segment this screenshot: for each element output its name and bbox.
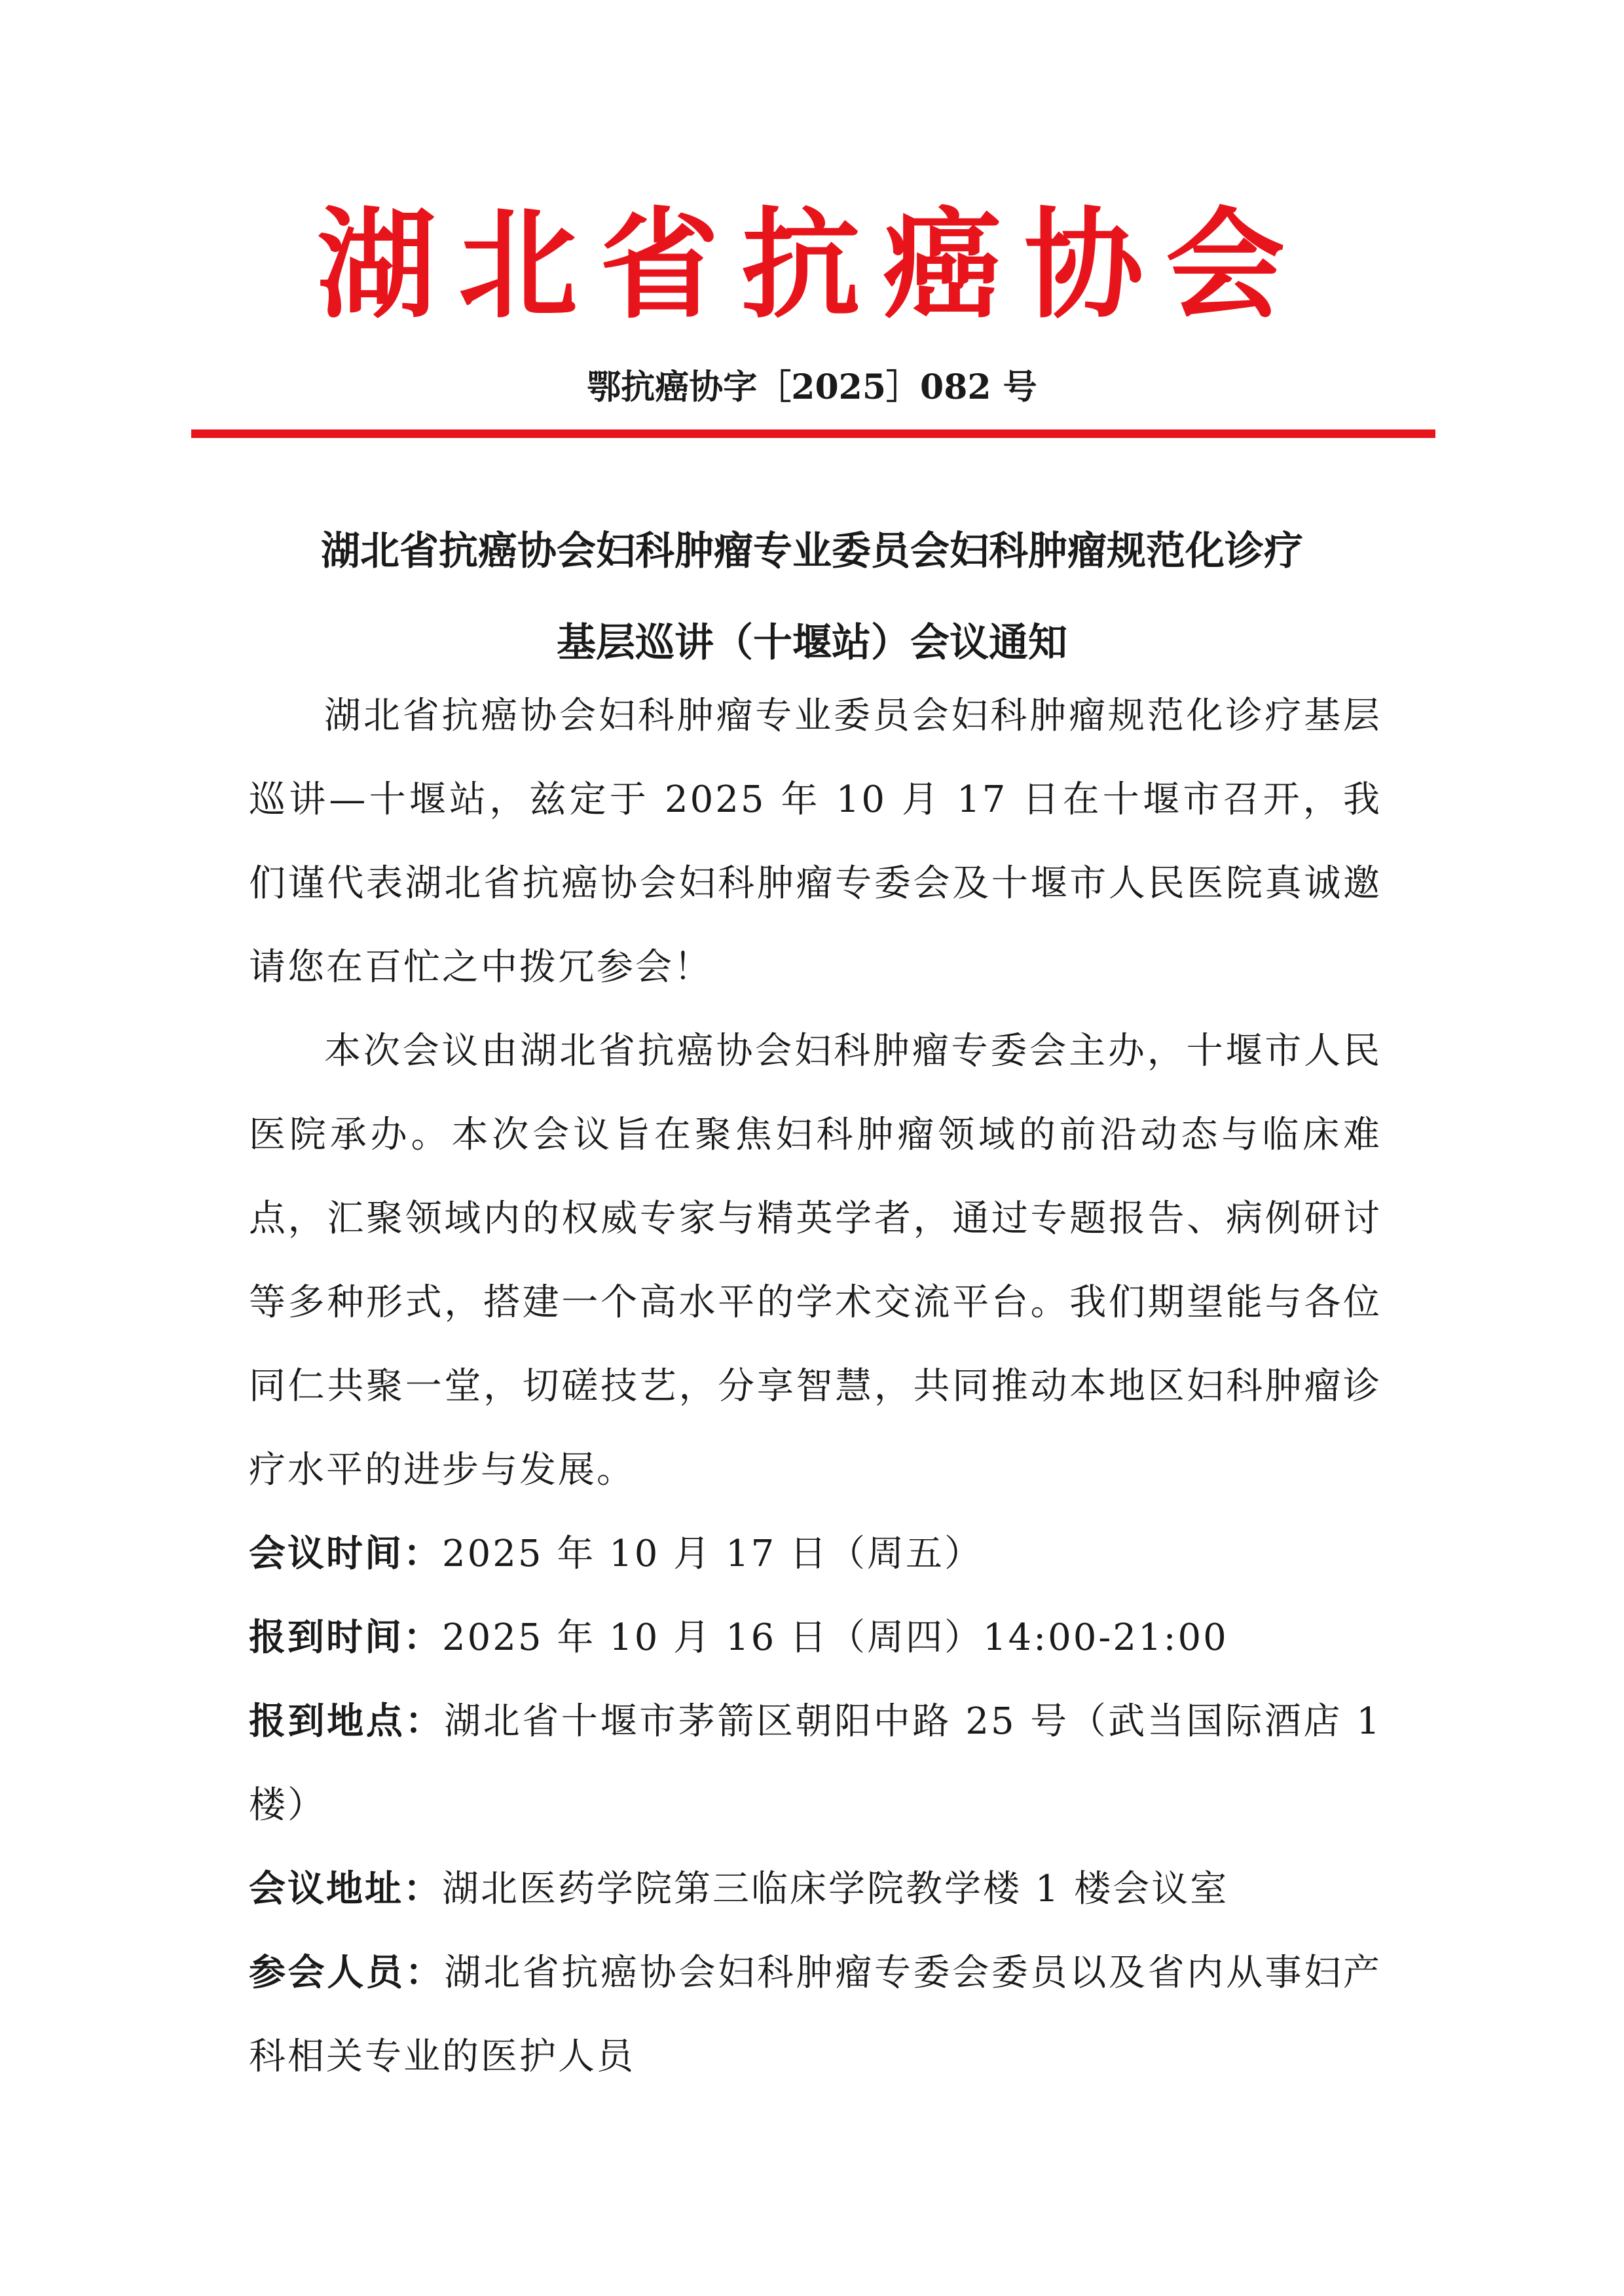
notice-body (249, 674, 1382, 2099)
info-checkin-time (249, 1596, 1382, 1680)
info-label: 会议地址： (249, 1868, 442, 1910)
info-meeting-time (249, 1512, 1382, 1596)
paragraph-invitation: 湖北省抗癌协会妇科肿瘤专业委员会妇科肿瘤规范化诊疗基层巡讲—十堰站，兹定于 2025 年 10 月 17 日在十堰市召开，我们谨代表湖北省抗癌协会妇科肿瘤专委会及十堰市人民医院真诚邀请您在百忙之中拨冗参会！ (249, 695, 1382, 989)
notice-title (223, 505, 1401, 689)
info-value: 湖北医药学院第三临床学院教学楼 1 楼会议室 (442, 1868, 1229, 1910)
info-label: 报到时间： (249, 1616, 442, 1659)
document-number: 鄂抗癌协字［2025］082 号 (587, 367, 1037, 407)
info-value: 2025 年 10 月 17 日（周五） (442, 1533, 984, 1575)
red-divider (191, 429, 1435, 438)
info-checkin-location (249, 1680, 1382, 1848)
info-value: 湖北省十堰市茅箭区朝阳中路 25 号（武当国际酒店 1 楼） (249, 1700, 1382, 1827)
info-label: 参会人员： (249, 1952, 445, 1994)
info-value: 湖北省抗癌协会妇科肿瘤专委会委员以及省内从事妇产科相关专业的医护人员 (249, 1952, 1382, 2078)
info-meeting-address (249, 1848, 1382, 1931)
notice-title-line-1: 湖北省抗癌协会妇科肿瘤专业委员会妇科肿瘤规范化诊疗 (321, 528, 1303, 574)
info-label: 会议时间： (249, 1533, 442, 1575)
paragraph-description: 本次会议由湖北省抗癌协会妇科肿瘤专委会主办，十堰市人民医院承办。本次会议旨在聚焦妇科肿瘤领域的前沿动态与临床难点，汇聚领域内的权威专家与精英学者，通过专题报告、病例研讨等多种形式，搭建一个高水平的学术交流平台。我们期望能与各位同仁共聚一堂，切磋技艺，分享智慧，共同推动本地区妇科肿瘤诊疗水平的进步与发展。 (249, 1030, 1382, 1491)
organization-header: 湖北省抗癌协会 (317, 196, 1307, 335)
notice-title-line-2: 基层巡讲（十堰站）会议通知 (557, 620, 1067, 666)
info-label: 报到地点： (249, 1700, 445, 1743)
info-attendees (249, 1931, 1382, 2099)
info-value: 2025 年 10 月 16 日（周四）14:00-21:00 (442, 1616, 1228, 1659)
